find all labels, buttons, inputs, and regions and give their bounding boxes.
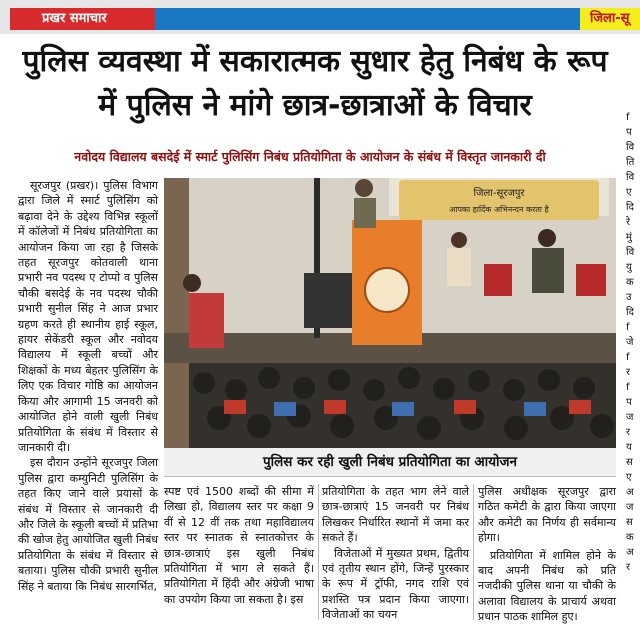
edge-letter: अ (626, 487, 634, 498)
section-bar (155, 8, 580, 30)
photo-caption: पुलिस कर रही खुली निबंध प्रतियोगिता का आयोजन (164, 448, 616, 477)
edge-letter: वि (626, 172, 635, 183)
column-2-text-1: प्रतियोगिता के तहत भाग लेने वाले छात्र-छात्राएं 15 जनवरी पर निबंध लिखकर निर्धारित स्थानों में जमा कर सकते हैं। (322, 485, 469, 545)
edge-letter: स (626, 457, 633, 468)
article-column-2 (322, 484, 469, 620)
edge-letter: ए (626, 187, 632, 198)
edge-letter: दि (626, 307, 634, 318)
event-photo-illustration (164, 178, 616, 448)
edge-letter: ति (626, 157, 635, 168)
headline: पुलिस व्यवस्था में सकारात्मक सुधार हेतु निबंध के रूप में पुलिस ने मांगे छात्र-छात्राओं के विचार (22, 44, 608, 123)
edge-letter: f (626, 112, 630, 123)
edge-letter: रे (626, 217, 631, 228)
column-1-text: स्पष्ट एवं 1500 शब्दों की सीमा में लिखा हो, विद्यालय स्तर पर कक्षा 9 वीं से 12 वीं तक तथा महाविद्यालय स्तर पर स्नातक से स्नातकोत्तर के छात्र-छात्राएं इस खुली निबंध प्रतियोगिता में भाग ले सकते हैं। प्रतियोगिता में हिंदी और अंग्रेजी भाषा का उपयोग किया जा सकता है। इस (164, 485, 314, 606)
edge-letter: जे (626, 337, 634, 348)
edge-letter: र (626, 367, 631, 378)
left-paragraph-1: सूरजपुर (प्रखर)। पुलिस विभाग द्वारा जिले में स्मार्ट पुलिसिंग को बढ़ावा देने के उद्देश्य विभिन्न स्कूलों में कॉलेजों में निबंध प्रतियोगिता का आयोजन किया जा रहा है जिसके तहत सूरजपुर कोतवाली थाना प्रभारी नव पदस्थ ए टोप्पो व पुलिस चौकी बसदेई के नव पदस्थ चौकी प्रभारी सुनील सिंह ने आज प्रभार ग्रहण करते ही स्थानीय हाई स्कूल, हायर सेकेंडरी स्कूल और नवोदय विद्यालय में स्कूली बच्चों और शिक्षकों के मध्य बेहतर पुलिसिंग के लिए एक विचार गोष्ठि का आयोजन किया और आगामी 15 जनवरी को आयोजित होने वाली खुली निबंध प्रतियोगिता के संबंध में विस्तार से जानकारी दी। (18, 179, 158, 454)
edge-letter: ए (626, 472, 632, 483)
article-column-1 (164, 484, 314, 620)
edge-letter: f (626, 322, 630, 333)
edge-letter: अ (626, 547, 634, 558)
edge-letter: f (626, 352, 630, 363)
edge-letter: मुं (626, 232, 632, 243)
adjacent-article-edge (626, 110, 640, 628)
edge-letter: f (626, 382, 630, 393)
edge-letter: क (626, 277, 634, 288)
left-paragraph-2: इस दौरान उन्होंने सूरजपुर जिला पुलिस द्वारा कम्युनिटी पुलिसिंग के तहत किए जाने वाले प्रयासों के संबंध में विस्तार से जानकारी दी और जिले के स्कूली बच्चों में प्रतिभा की खोज हेतु आयोजित खुली निबंध प्रतियोगिता के संबंध में विस्तार से बताया। पुलिस चौकी प्रभारी सुनील सिंह ने बताया कि निबंध सारगर्भित, (18, 456, 158, 593)
section-label: प्रखर समाचार (10, 8, 155, 30)
column-3-text-1: पुलिस अधीक्षक सूरजपुर द्वारा गठित कमेटी के द्वारा किया जाएगा और कमेटी का निर्णय ही सर्वमान्य होगा। (478, 485, 616, 545)
subheadline: नवोदय विद्यालय बसदेई में स्मार्ट पुलिसिंग निबंध प्रतियोगिता के आयोजन के संबंध में विस्तृत जानकारी दी (74, 149, 546, 164)
edge-letter: स (626, 517, 633, 528)
podium-emblem (365, 268, 409, 312)
edge-letter: र (626, 427, 631, 438)
edge-letter: वि (626, 142, 635, 153)
edge-letter: ज (626, 502, 634, 513)
edge-letter: प (626, 127, 632, 138)
edge-letter: य (626, 442, 632, 453)
column-divider-1 (318, 484, 319, 620)
edge-letter: प (626, 397, 632, 408)
column-2-text-2: विजेताओं में मुख्यत प्रथम, द्वितीय एवं तृतीय स्थान होंगे, जिन्हें पुरस्कार के रूप में ट्रॉफी, नगद राशि एवं प्रशस्ति पत्र प्रदान किया जाएगा। विजेताओं का चयन (322, 546, 469, 622)
edge-letter: र (626, 562, 631, 573)
speaker-box (304, 273, 359, 328)
edge-letter: यु (626, 262, 632, 273)
edge-letter: क (626, 532, 634, 543)
banner-text-2: आपका हार्दिक अभिनन्दन करता है (449, 205, 549, 214)
event-photo (164, 178, 616, 448)
edge-letter: दि (626, 202, 634, 213)
edge-letter: वि (626, 247, 635, 258)
article-column-3 (478, 484, 616, 624)
edge-letter: ज (626, 412, 634, 423)
column-divider-2 (473, 484, 474, 620)
edge-letter: उ (626, 292, 632, 303)
column-3-text-2: प्रतियोगिता में शामिल होने के बाद अपनी निबंध को प्रति नजदीकी पुलिस थाना या चौकी के अलावा विद्यालय के प्राचार्य अथवा प्रधान पाठक शामिल हुए। (478, 548, 616, 624)
banner-text-1: जिला-सूरजपुर (473, 188, 525, 199)
district-label: जिला-सू (580, 8, 640, 30)
left-column (18, 178, 158, 618)
